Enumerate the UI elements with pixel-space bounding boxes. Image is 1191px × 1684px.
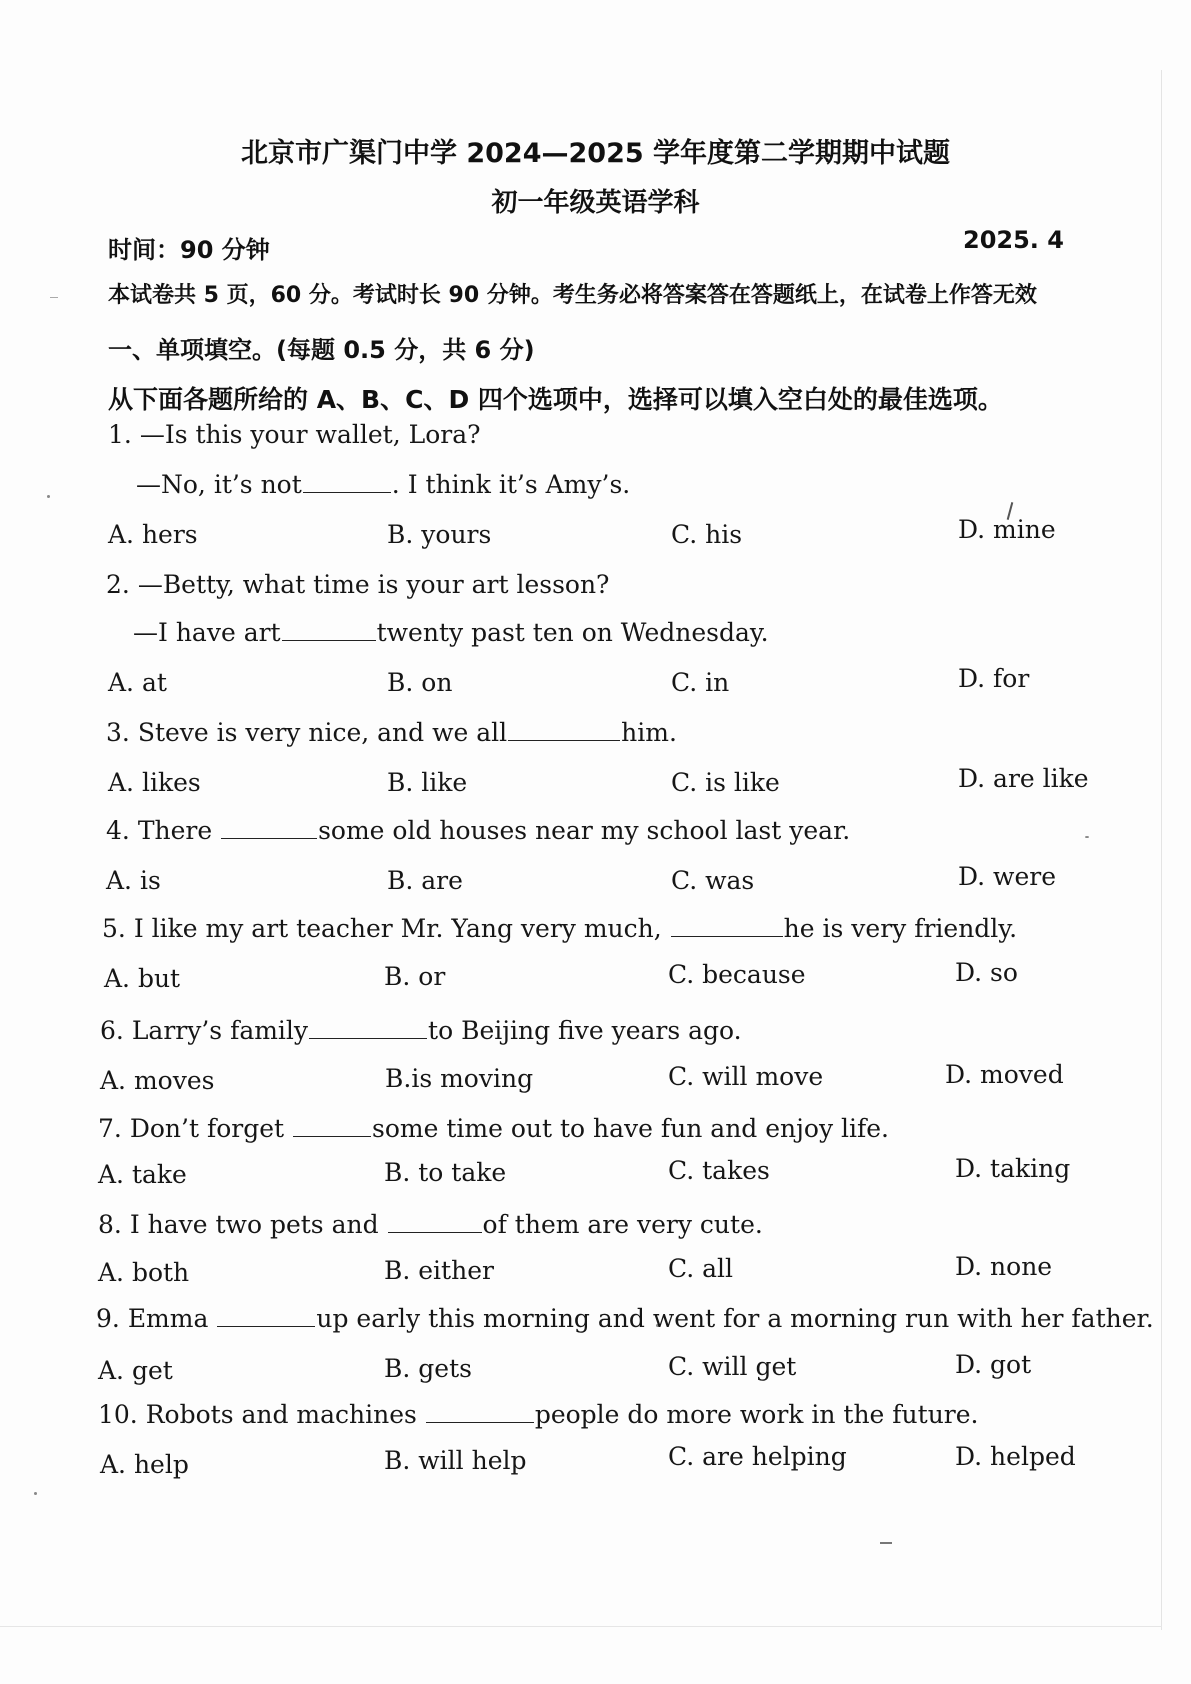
question-number: 3.	[106, 718, 130, 747]
page-edge-line	[0, 1626, 1162, 1627]
question-prompt-end: up early this morning and went for a morning run with her father.	[316, 1304, 1154, 1333]
answer-blank	[282, 620, 376, 641]
question-prompt-end: some time out to have fun and enjoy life.	[372, 1114, 890, 1143]
question-prompt: I like my art teacher Mr. Yang very much,	[133, 914, 662, 943]
option-b: B. are	[387, 866, 463, 895]
scan-speck	[47, 495, 50, 498]
option-c: C. will move	[668, 1062, 824, 1091]
question-number: 10.	[98, 1400, 138, 1429]
option-d: D. mine	[958, 515, 1056, 544]
option-d: D. moved	[945, 1060, 1064, 1089]
question-number: 9.	[96, 1304, 120, 1333]
exam-date: 2025. 4	[963, 226, 1064, 254]
question-number: 5.	[102, 914, 126, 943]
question-number: 7.	[98, 1114, 122, 1143]
option-b: B. gets	[384, 1354, 472, 1383]
option-d: D. helped	[955, 1442, 1076, 1471]
option-c: C. is like	[671, 768, 780, 797]
option-b: B. on	[387, 668, 453, 697]
question-number: 8.	[98, 1210, 122, 1239]
question-prompt: —Betty, what time is your art lesson?	[137, 570, 610, 599]
question-7	[98, 1114, 889, 1143]
answer-blank	[508, 720, 620, 741]
option-d: D. for	[958, 664, 1030, 693]
option-a: A. get	[98, 1356, 173, 1385]
question-1-line-2	[136, 470, 630, 499]
question-2-line-2	[133, 618, 769, 647]
option-a: A. moves	[100, 1066, 215, 1095]
option-b: B. to take	[384, 1158, 507, 1187]
answer-blank	[303, 472, 391, 493]
question-4	[106, 816, 850, 845]
exam-subtitle: 初一年级英语学科	[491, 188, 700, 218]
question-prompt: —No, it’s not	[136, 470, 302, 499]
question-number: 1.	[108, 420, 132, 449]
question-prompt-end: . I think it’s Amy’s.	[391, 470, 631, 499]
question-6	[100, 1016, 742, 1045]
question-prompt: Larry’s family	[131, 1016, 309, 1045]
answer-blank	[309, 1018, 427, 1039]
option-a: A. at	[108, 668, 167, 697]
option-d: D. taking	[955, 1154, 1071, 1183]
question-prompt: Robots and machines	[145, 1400, 417, 1429]
question-9	[96, 1304, 1154, 1333]
answer-blank	[426, 1402, 534, 1423]
option-c: C. will get	[668, 1352, 797, 1381]
question-prompt: Emma	[127, 1304, 209, 1333]
question-prompt-end: of them are very cute.	[482, 1210, 763, 1239]
answer-blank	[217, 1306, 315, 1327]
option-c: C. takes	[668, 1156, 770, 1185]
question-prompt-end: people do more work in the future.	[534, 1400, 979, 1429]
question-number: 2.	[106, 570, 130, 599]
question-8	[98, 1210, 763, 1239]
option-a: A. take	[98, 1160, 187, 1189]
option-a: A. but	[104, 964, 181, 993]
option-a: A. hers	[108, 520, 198, 549]
question-prompt-end: twenty past ten on Wednesday.	[376, 618, 769, 647]
question-10	[98, 1400, 979, 1429]
option-d: D. are like	[958, 764, 1089, 793]
question-1-line-1	[108, 420, 481, 449]
question-prompt: —Is this your wallet, Lora?	[139, 420, 481, 449]
section-title: 一、单项填空。(每题 0.5 分，共 6 分)	[108, 336, 535, 364]
answer-blank	[293, 1116, 371, 1137]
scan-speck	[34, 1492, 37, 1495]
question-prompt-end: he is very friendly.	[783, 914, 1018, 943]
option-b: B.is moving	[385, 1064, 534, 1093]
option-c: C. all	[668, 1254, 734, 1283]
answer-blank	[388, 1212, 482, 1233]
question-prompt-end: him.	[621, 718, 677, 747]
option-c: C. because	[668, 960, 806, 989]
question-number: 4.	[106, 816, 130, 845]
option-c: C. was	[671, 866, 755, 895]
question-2-line-1	[106, 570, 609, 599]
scan-speck	[880, 1542, 892, 1544]
option-d: D. were	[958, 862, 1056, 891]
option-a: A. both	[98, 1258, 190, 1287]
option-c: C. in	[671, 668, 730, 697]
question-3	[106, 718, 677, 747]
exam-title: 北京市广渠门中学 2024—2025 学年度第二学期期中试题	[240, 138, 951, 169]
question-prompt-end: some old houses near my school last year.	[318, 816, 851, 845]
option-c: C. his	[671, 520, 743, 549]
option-c: C. are helping	[668, 1442, 847, 1471]
option-b: B. yours	[387, 520, 492, 549]
option-d: D. got	[955, 1350, 1032, 1379]
question-prompt: Don’t forget	[129, 1114, 285, 1143]
option-a: A. is	[106, 866, 161, 895]
time-label: 时间：90 分钟	[108, 236, 270, 264]
section-instruction: 从下面各题所给的 A、B、C、D 四个选项中，选择可以填入空白处的最佳选项。	[108, 385, 1003, 414]
question-prompt: —I have art	[133, 618, 281, 647]
option-d: D. none	[955, 1252, 1053, 1281]
exam-notice: 本试卷共 5 页，60 分。考试时长 90 分钟。考生务必将答案答在答题纸上，在试卷上作答无效	[108, 283, 1037, 308]
question-number: 6.	[100, 1016, 124, 1045]
scan-speck	[1085, 836, 1089, 838]
option-b: B. will help	[384, 1446, 527, 1475]
question-prompt: I have two pets and	[129, 1210, 379, 1239]
question-prompt: There	[137, 816, 213, 845]
question-prompt-end: to Beijing five years ago.	[428, 1016, 742, 1045]
question-prompt: Steve is very nice, and we all	[137, 718, 508, 747]
answer-blank	[671, 916, 783, 937]
page-edge-line	[1161, 70, 1162, 1630]
option-b: B. either	[384, 1256, 494, 1285]
scan-speck	[50, 297, 58, 298]
option-a: A. help	[100, 1450, 189, 1479]
option-b: B. or	[384, 962, 446, 991]
option-a: A. likes	[108, 768, 201, 797]
answer-blank	[221, 818, 317, 839]
question-5	[102, 914, 1017, 943]
option-b: B. like	[387, 768, 468, 797]
option-d: D. so	[955, 958, 1018, 987]
